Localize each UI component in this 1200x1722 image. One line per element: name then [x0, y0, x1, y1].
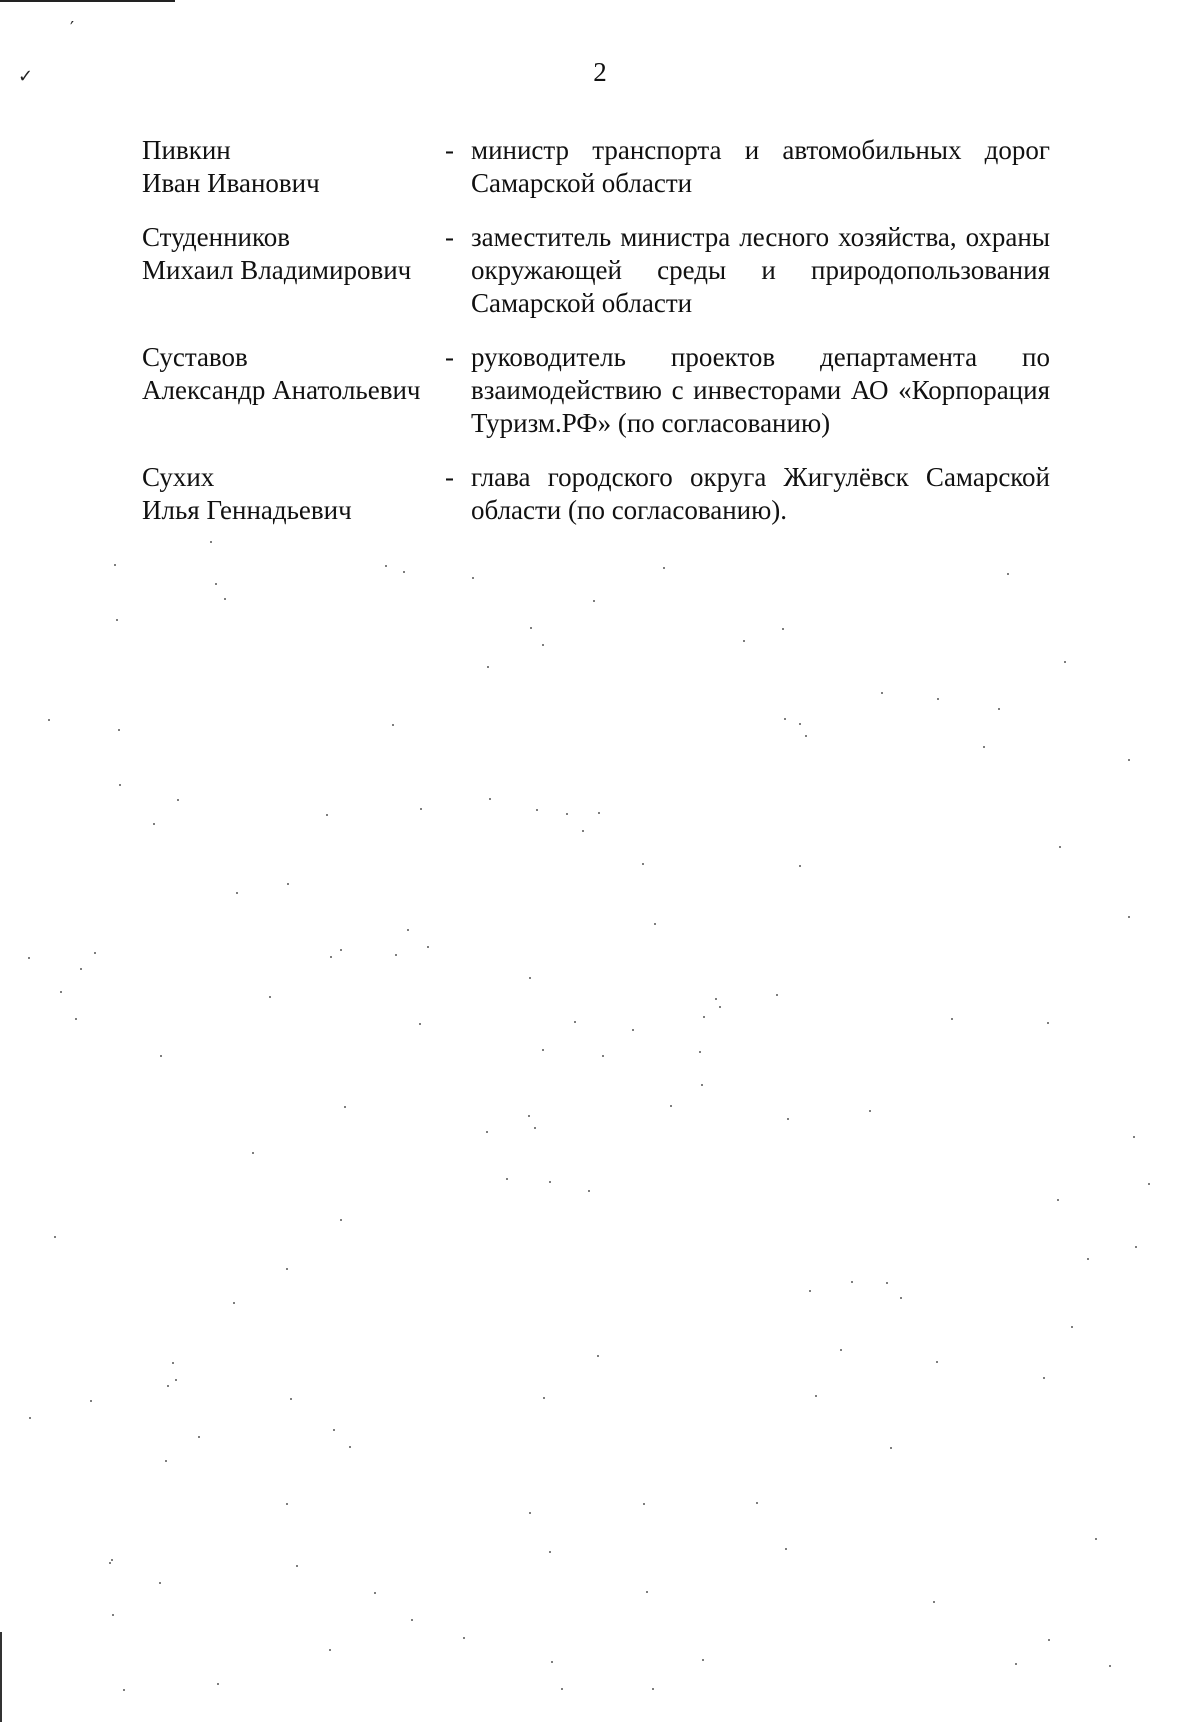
member-name	[142, 341, 445, 440]
scan-speck	[1057, 1199, 1059, 1201]
scan-speck	[177, 799, 179, 801]
scan-speck	[1071, 1326, 1073, 1328]
scan-speck	[217, 1683, 219, 1685]
scan-speck	[94, 952, 96, 954]
scan-speck	[80, 968, 82, 970]
scan-speck	[118, 729, 120, 731]
scan-speck	[119, 784, 121, 786]
scan-speck	[782, 628, 784, 630]
scan-speck	[296, 1565, 298, 1567]
scan-speck	[340, 1219, 342, 1221]
scan-speck	[542, 644, 544, 646]
scan-speck	[411, 1619, 413, 1621]
scan-speck	[652, 1688, 654, 1690]
scan-speck	[407, 929, 409, 931]
scan-speck	[703, 1016, 705, 1018]
scan-speck	[349, 1446, 351, 1448]
scan-speck	[165, 1460, 167, 1462]
member-role: министр транспорта и автомобильных дорог Самарской области	[471, 135, 1050, 198]
scan-speck	[1059, 846, 1061, 848]
scan-speck	[340, 949, 342, 951]
scan-speck	[785, 1548, 787, 1550]
scan-speck	[543, 1397, 545, 1399]
member-dash: -	[445, 222, 454, 252]
scan-speck	[536, 809, 538, 811]
scan-speck	[420, 808, 422, 810]
scan-speck	[385, 565, 387, 567]
scan-speck	[392, 724, 394, 726]
scan-speck	[549, 1551, 551, 1553]
scan-speck	[643, 1503, 645, 1505]
scan-speck	[75, 1018, 77, 1020]
scan-speck	[153, 823, 155, 825]
scan-speck	[1015, 1663, 1017, 1665]
scan-speck	[463, 1637, 465, 1639]
scan-speck	[702, 1659, 704, 1661]
scan-speck	[869, 1110, 871, 1112]
scan-speck	[215, 583, 217, 585]
scan-speck	[210, 541, 212, 543]
scan-speck	[936, 1361, 938, 1363]
scan-speck	[486, 1131, 488, 1133]
scan-speck	[699, 1051, 701, 1053]
member-name	[142, 221, 445, 320]
scan-speck	[269, 996, 271, 998]
scan-speck	[632, 1029, 634, 1031]
member-row	[142, 461, 1050, 527]
scan-speck	[333, 1429, 335, 1431]
scan-speck	[90, 1400, 92, 1402]
scan-speck	[175, 1379, 177, 1381]
scan-speck	[598, 812, 600, 814]
scan-speck	[756, 1502, 758, 1504]
scan-speck	[670, 1105, 672, 1107]
scan-speck	[290, 1398, 292, 1400]
scan-speck	[427, 946, 429, 948]
member-role: руководитель проектов департамента по взаимодействию с инвесторами АО «Корпорация Туризм.РФ» (по согласованию)	[471, 342, 1050, 438]
scan-speck	[419, 1023, 421, 1025]
scan-speck	[1095, 1538, 1097, 1540]
scan-speck	[743, 640, 745, 642]
scan-speck	[851, 1281, 853, 1283]
scan-speck	[1135, 1246, 1137, 1248]
scan-speck	[252, 1152, 254, 1154]
scan-speck	[159, 1582, 161, 1584]
scan-speck	[28, 957, 30, 959]
scan-speck	[574, 1021, 576, 1023]
scan-speck	[528, 1115, 530, 1117]
scan-speck	[1064, 661, 1066, 663]
member-row	[142, 221, 1050, 320]
scan-speck	[646, 1591, 648, 1593]
member-surname: Студенников	[142, 222, 290, 252]
scan-speck	[937, 698, 939, 700]
scan-speck	[998, 708, 1000, 710]
member-dash: -	[445, 462, 454, 492]
scan-speck	[654, 923, 656, 925]
scan-speck	[542, 1049, 544, 1051]
scan-speck	[374, 1592, 376, 1594]
scan-speck	[48, 719, 50, 721]
member-given-names: Иван Иванович	[142, 168, 320, 198]
scan-speck	[1087, 1258, 1089, 1260]
scan-speck	[167, 1385, 169, 1387]
scan-speck	[551, 1661, 553, 1663]
scan-speck	[1148, 1183, 1150, 1185]
member-dash: -	[445, 135, 454, 165]
member-surname: Пивкин	[142, 135, 231, 165]
scan-speck	[54, 1236, 56, 1238]
scan-speck	[472, 577, 474, 579]
scan-speck	[593, 600, 595, 602]
scan-speck	[123, 1689, 125, 1691]
scan-speck	[1128, 759, 1130, 761]
scan-speck	[534, 1127, 536, 1129]
scan-speck	[198, 1436, 200, 1438]
scan-speck	[326, 814, 328, 816]
member-row	[142, 341, 1050, 440]
scan-speck	[602, 1055, 604, 1057]
scan-speck	[799, 865, 801, 867]
member-role: заместитель министра лесного хозяйства, охраны окружающей среды и природопользования Самарской области	[471, 222, 1050, 318]
scan-speck	[1047, 1022, 1049, 1024]
scan-speck	[561, 1688, 563, 1690]
member-surname: Суставов	[142, 342, 248, 372]
scan-speck	[663, 567, 665, 569]
scan-speck	[1128, 916, 1130, 918]
member-dash: -	[445, 342, 454, 372]
scan-speck	[489, 798, 491, 800]
scan-speck	[111, 1559, 113, 1561]
scan-speck	[933, 1601, 935, 1603]
page-number: 2	[593, 57, 607, 87]
scan-speck	[1007, 573, 1009, 575]
scan-speck	[529, 977, 531, 979]
scan-speck	[886, 1282, 888, 1284]
scan-speck	[951, 1018, 953, 1020]
scan-speck	[549, 1181, 551, 1183]
scan-speck	[530, 627, 532, 629]
scan-speck	[29, 1417, 31, 1419]
scan-speck	[890, 1447, 892, 1449]
scan-speck	[114, 564, 116, 566]
scan-speck	[799, 723, 801, 725]
scan-speck	[1133, 1136, 1135, 1138]
scan-edge-top	[0, 0, 175, 2]
scan-speck	[116, 619, 118, 621]
scan-speck	[112, 1614, 114, 1616]
scan-speck	[330, 956, 332, 958]
scan-speck	[715, 998, 717, 1000]
member-surname: Сухих	[142, 462, 215, 492]
member-row	[142, 134, 1050, 200]
member-given-names: Александр Анатольевич	[142, 375, 421, 405]
scan-speck	[160, 1055, 162, 1057]
scan-speck	[1109, 1665, 1111, 1667]
scan-edge-left	[0, 1632, 2, 1722]
scan-speck	[344, 1106, 346, 1108]
scan-speck	[776, 994, 778, 996]
scan-speck	[900, 1297, 902, 1299]
scan-speck	[809, 1290, 811, 1292]
scan-speck	[224, 598, 226, 600]
member-list	[142, 134, 1050, 548]
scan-speck	[286, 1503, 288, 1505]
scan-speck	[815, 1395, 817, 1397]
scan-speck	[642, 863, 644, 865]
scan-speck	[403, 571, 405, 573]
scan-speck	[60, 991, 62, 993]
scan-speck	[236, 892, 238, 894]
scan-speck	[233, 1302, 235, 1304]
ink-mark: ′	[70, 18, 75, 39]
scan-speck	[588, 1190, 590, 1192]
scan-speck	[805, 735, 807, 737]
scan-speck	[719, 1006, 721, 1008]
scan-speck	[566, 813, 568, 815]
scan-speck	[840, 1349, 842, 1351]
scan-speck	[983, 746, 985, 748]
check-mark-icon: ✓	[18, 66, 34, 87]
scan-speck	[881, 692, 883, 694]
scan-speck	[487, 666, 489, 668]
scan-speck	[582, 830, 584, 832]
scan-speck	[1048, 1639, 1050, 1641]
scan-speck	[287, 883, 289, 885]
scan-speck	[286, 1268, 288, 1270]
member-name	[142, 134, 445, 200]
member-given-names: Илья Геннадьевич	[142, 495, 352, 525]
member-role: глава городского округа Жигулёвск Самарской области (по согласованию).	[471, 462, 1050, 525]
member-name	[142, 461, 445, 527]
scan-speck	[506, 1178, 508, 1180]
scan-speck	[395, 954, 397, 956]
scan-speck	[172, 1362, 174, 1364]
scan-speck	[701, 1084, 703, 1086]
member-given-names: Михаил Владимирович	[142, 255, 412, 285]
scan-speck	[529, 1512, 531, 1514]
scan-speck	[597, 1355, 599, 1357]
scan-speck	[784, 718, 786, 720]
scan-speck	[329, 1649, 331, 1651]
scan-speck	[109, 1562, 111, 1564]
scan-speck	[787, 1118, 789, 1120]
scan-speck	[1043, 1377, 1045, 1379]
